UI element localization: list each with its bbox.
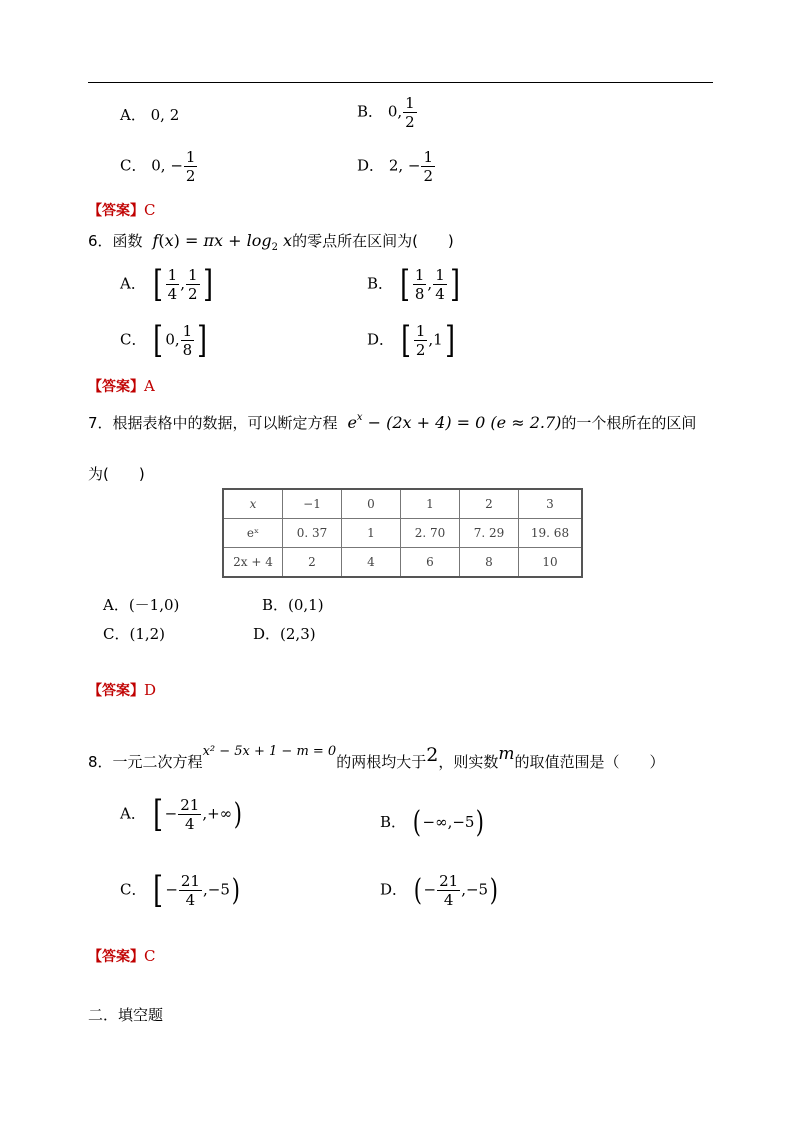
q6-option-c: C． [ 0, $\frac{1}{8}$ ] xyxy=(120,319,208,361)
numerator: 1 xyxy=(405,94,415,112)
option-label: C． xyxy=(120,880,147,899)
table-cell: 2 xyxy=(460,489,519,519)
table-cell: 8 xyxy=(460,548,519,578)
section-title: 二．填空题 xyxy=(88,1006,164,1024)
answer-letter: A xyxy=(144,377,155,395)
q7-option-d: D．(2,3) xyxy=(253,625,316,643)
formula-sup: x xyxy=(356,411,363,423)
option-value: −∞,−5 xyxy=(422,813,475,831)
q5-option-d xyxy=(357,148,436,185)
q8-answer xyxy=(88,946,155,966)
denominator: 2 xyxy=(188,285,198,303)
option-value: 2, − xyxy=(388,156,421,175)
numerator: 1 xyxy=(435,266,445,284)
q6-option-d: D． [ $\frac{1}{2}$ ,1] xyxy=(367,319,455,361)
q5-answer xyxy=(88,200,155,220)
fraction xyxy=(181,322,195,359)
numerator: 21 xyxy=(180,796,200,814)
fraction xyxy=(433,266,447,303)
option-value: − xyxy=(164,804,178,823)
question-text: ，则实数 xyxy=(438,753,499,771)
denominator: 4 xyxy=(185,891,196,909)
denominator: 4 xyxy=(435,285,445,303)
numerator: 21 xyxy=(180,872,200,890)
table-cell: 10 xyxy=(519,548,583,578)
question-text: 根据表格中的数据，可以断定方程 xyxy=(112,414,338,432)
value-two: 2 xyxy=(426,744,439,766)
answer-letter: C xyxy=(144,201,156,219)
option-value: ,−5 xyxy=(202,880,230,899)
option-value: ,+∞ xyxy=(202,804,233,823)
q5-option-a xyxy=(120,104,179,125)
formula-rest: − (2x + 4) = 0 (e ≈ 2.7) xyxy=(362,413,562,432)
numerator: 1 xyxy=(415,322,426,340)
table-cell: 2. 70 xyxy=(401,519,460,548)
numerator: 21 xyxy=(439,872,459,890)
question-text: 为( ) xyxy=(88,465,145,483)
option-label: A． xyxy=(120,274,146,293)
q8-formula: x² − 5x + 1 − m = 0 xyxy=(202,744,337,759)
q8-option-b: B． ( −∞,−5) xyxy=(380,805,485,840)
q5-option-b xyxy=(357,94,418,131)
table-cell: 6 xyxy=(401,548,460,578)
q7-formula xyxy=(342,413,561,432)
fraction xyxy=(414,322,428,359)
option-value: − xyxy=(165,880,178,899)
q6-option-b: B． [ $\frac{1}{8}$ , $\frac{1}{4}$ ] xyxy=(367,263,460,305)
question-text: 的两根均大于 xyxy=(336,753,427,771)
table-row xyxy=(223,489,582,519)
numerator: 1 xyxy=(414,266,425,284)
q7-question-line2 xyxy=(88,463,145,484)
q7-question xyxy=(88,412,696,433)
table-row xyxy=(223,548,582,578)
option-value: 0, 2 xyxy=(150,106,180,124)
table-cell: 0 xyxy=(342,489,401,519)
fraction xyxy=(178,796,201,833)
option-label: B． xyxy=(380,813,407,831)
table-cell: −1 xyxy=(283,489,342,519)
option-value: ,−5 xyxy=(461,880,489,899)
question-text-end: 的取值范围是（ ） xyxy=(514,753,665,771)
fraction xyxy=(179,872,202,909)
q8-question xyxy=(88,744,665,772)
fraction xyxy=(166,266,180,303)
header-rule xyxy=(88,82,713,83)
option-label: D． xyxy=(367,330,395,349)
table-cell: 4 xyxy=(342,548,401,578)
denominator: 4 xyxy=(167,285,178,303)
denominator: 2 xyxy=(415,341,426,359)
table-cell: 1 xyxy=(401,489,460,519)
q7-option-c: C．(1,2) xyxy=(103,625,166,643)
fraction xyxy=(421,148,435,185)
numerator: 1 xyxy=(182,322,193,340)
question-number: 7． xyxy=(88,414,113,432)
formula-f: f xyxy=(152,231,159,250)
option-label: D． xyxy=(380,880,408,899)
option-label: C． xyxy=(120,156,147,175)
denominator: 8 xyxy=(182,341,193,359)
fraction xyxy=(186,266,200,303)
question-number: 8． xyxy=(88,753,113,771)
numerator: 1 xyxy=(185,148,196,166)
q8-option-c: C． [ − $\frac{21}{4}$ ,−5) xyxy=(120,869,240,911)
formula-rest: = πx + log xyxy=(184,231,272,250)
q7-answer xyxy=(88,680,156,700)
option-label: D． xyxy=(357,156,385,175)
option-label: C． xyxy=(120,330,147,349)
fraction xyxy=(184,148,198,185)
option-value: − xyxy=(423,880,437,899)
fraction xyxy=(413,266,427,303)
table-cell: 19. 68 xyxy=(519,519,583,548)
table-cell: 1 xyxy=(342,519,401,548)
option-value: ,1 xyxy=(428,330,443,349)
option-label: A． xyxy=(120,106,146,124)
q5-option-c xyxy=(120,148,198,185)
option-label: B． xyxy=(367,274,394,293)
denominator: 4 xyxy=(185,815,195,833)
q7-option-b: B．(0,1) xyxy=(262,596,324,614)
question-text-end: 的一个根所在的区间 xyxy=(561,414,697,432)
denominator: 2 xyxy=(405,113,415,131)
answer-letter: D xyxy=(144,681,157,699)
q7-data-table xyxy=(222,488,583,578)
q6-answer xyxy=(88,376,155,396)
numerator: 1 xyxy=(423,148,434,166)
formula-sub: 2 xyxy=(271,242,278,254)
answer-letter: C xyxy=(144,947,156,965)
table-cell: 2 xyxy=(283,548,342,578)
option-value: 0, − xyxy=(151,156,183,175)
option-label: B． xyxy=(357,102,384,121)
answer-tag: 【答案】 xyxy=(88,203,144,219)
table-row xyxy=(223,519,582,548)
numerator: 1 xyxy=(188,266,198,284)
denominator: 4 xyxy=(443,891,454,909)
answer-tag: 【答案】 xyxy=(88,683,144,699)
q8-option-a: A． [ − $\frac{21}{4}$ ,+∞) xyxy=(120,793,243,835)
question-text: 一元二次方程 xyxy=(112,753,203,771)
q8-option-d: D． ( − $\frac{21}{4}$ ,−5) xyxy=(380,872,499,909)
q6-formula: $f(x) = \pi x + \log_2 x$ xyxy=(152,231,293,254)
question-text-end: 的零点所在区间为( ) xyxy=(292,232,454,250)
table-cell: 2x + 4 xyxy=(223,548,283,578)
table-cell: eˣ xyxy=(223,519,283,548)
option-label: A． xyxy=(120,804,146,823)
answer-tag: 【答案】 xyxy=(88,949,144,965)
formula-var: x xyxy=(277,231,293,250)
q7-option-a: A．(－1,0) xyxy=(103,596,180,614)
question-number: 6． xyxy=(88,232,113,250)
table-cell: x xyxy=(223,489,283,519)
table-cell: 0. 37 xyxy=(283,519,342,548)
question-text: 函数 xyxy=(112,232,143,250)
numerator: 1 xyxy=(167,266,178,284)
denominator: 2 xyxy=(185,167,196,185)
option-value: 0, xyxy=(165,330,180,349)
fraction xyxy=(437,872,460,909)
table-cell: 7. 29 xyxy=(460,519,519,548)
q6-option-a: A． [ $\frac{1}{4}$ , $\frac{1}{2}$ ] xyxy=(120,263,213,305)
denominator: 8 xyxy=(414,285,425,303)
formula-e: e xyxy=(347,413,357,432)
q6-question xyxy=(88,230,454,253)
option-value: 0, xyxy=(387,102,403,121)
var-m: m xyxy=(498,744,515,764)
formula-x: x xyxy=(164,231,174,250)
fraction xyxy=(403,94,417,131)
answer-tag: 【答案】 xyxy=(88,379,144,395)
denominator: 2 xyxy=(423,167,434,185)
table-cell: 3 xyxy=(519,489,583,519)
